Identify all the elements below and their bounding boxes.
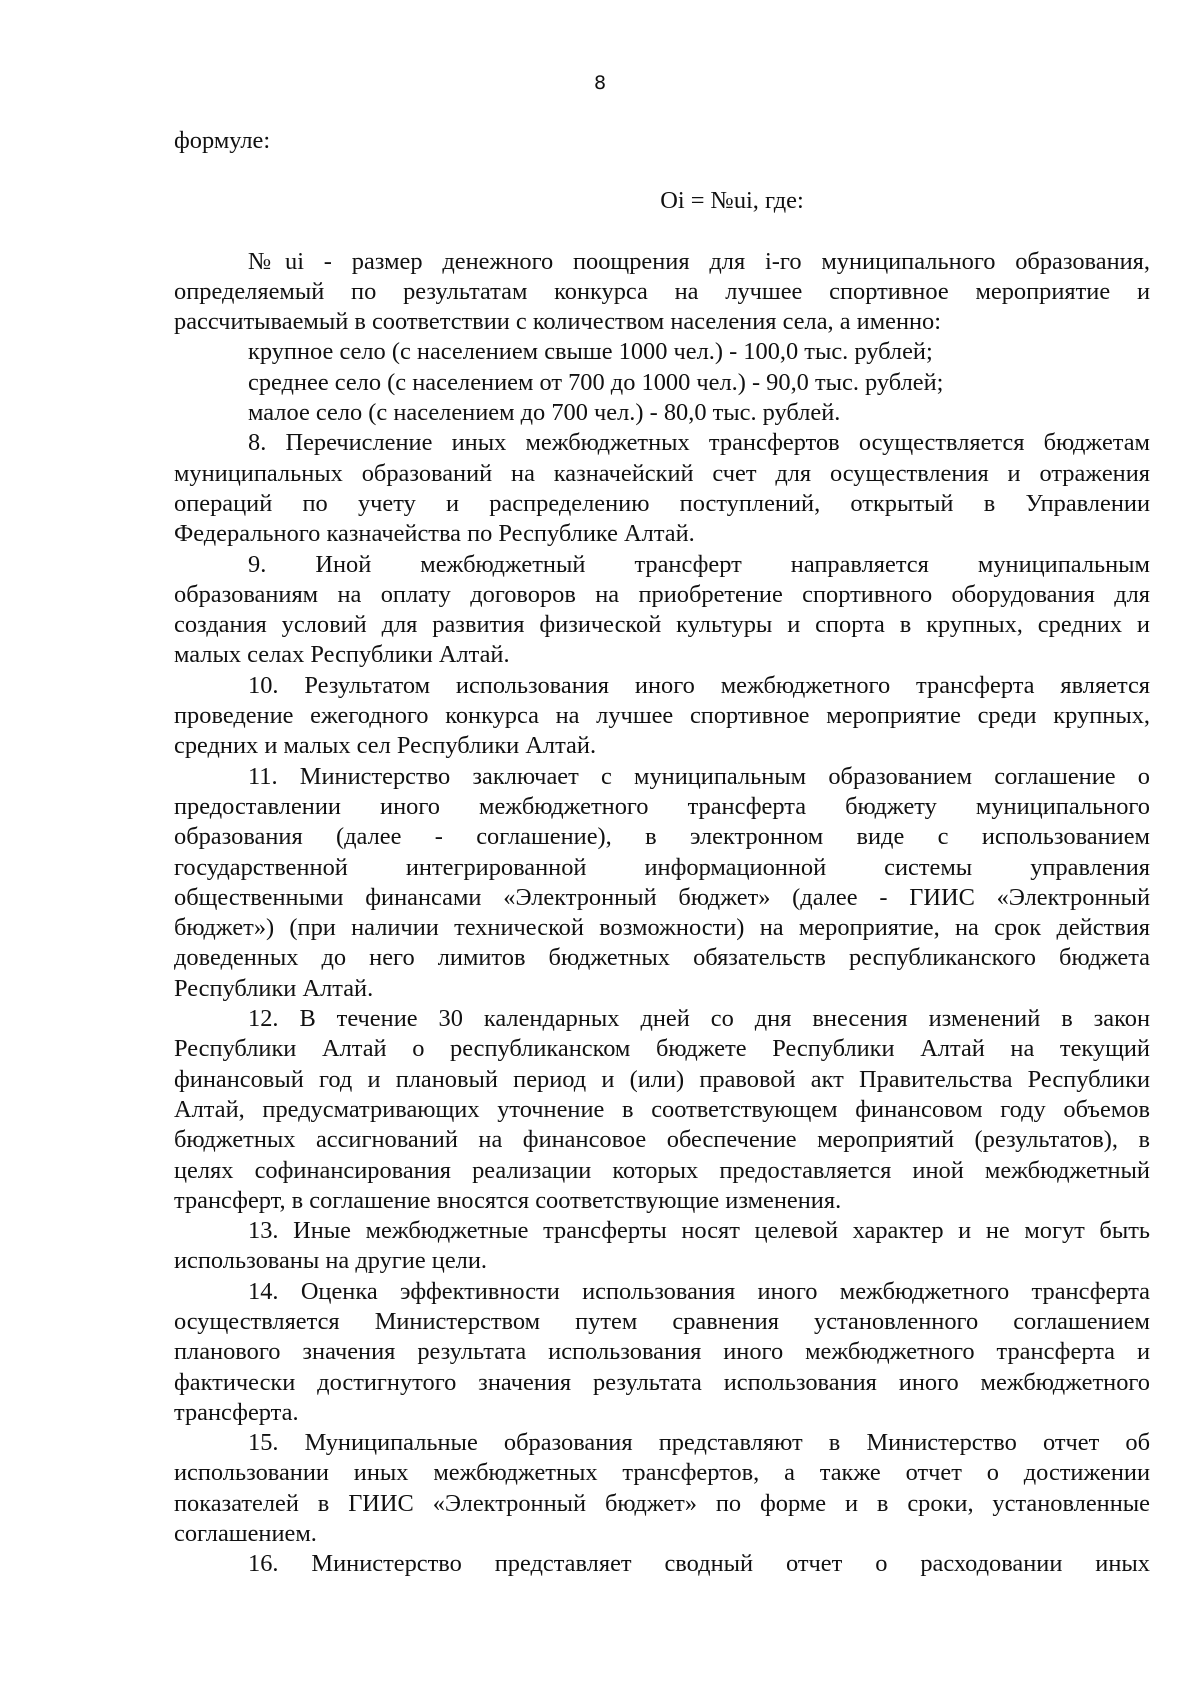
text-line: 13. Иные межбюджетные трансферты носят целевой характер и не могут быть xyxy=(248,1217,1150,1245)
text-line: соглашением. xyxy=(174,1520,317,1548)
text-line: предоставлении иного межбюджетного трансферта бюджету муниципального xyxy=(174,792,1150,820)
text-line: 10. Результатом использования иного межбюджетного трансферта является xyxy=(248,671,1150,699)
text-line: 12. В течение 30 календарных дней со дня внесения изменений в закон xyxy=(248,1005,1150,1033)
text-line: операций по учету и распределению поступлений, открытый в Управлении xyxy=(174,489,1150,517)
text-line: 9. Иной межбюджетный трансферт направляется муниципальным xyxy=(248,550,1150,578)
text-line: 16. Министерство представляет сводный отчет о расходовании иных xyxy=(248,1550,1150,1578)
text-line: среднее село (с населением от 700 до 1000 чел.) - 90,0 тыс. рублей; xyxy=(248,368,944,396)
text-line: общественными финансами «Электронный бюджет» (далее - ГИИС «Электронный xyxy=(174,883,1150,911)
text-line: №ui - размер денежного поощрения для i-го муниципального образования, xyxy=(248,247,1150,275)
paragraph-lines xyxy=(174,247,1150,1580)
text-line: муниципальных образований на казначейский счет для осуществления и отражения xyxy=(174,459,1150,487)
text-line: трансферта. xyxy=(174,1398,299,1426)
text-line: целях софинансирования реализации которых предоставляется иной межбюджетный xyxy=(174,1156,1150,1184)
text-line: малое село (с населением до 700 чел.) - 80,0 тыс. рублей. xyxy=(248,399,841,427)
text-line: бюджет») (при наличии технической возможности) на мероприятие, на срок действия xyxy=(174,914,1150,942)
text-line: 11. Министерство заключает с муниципальным образованием соглашение о xyxy=(248,762,1150,790)
text-line: использованы на другие цели. xyxy=(174,1247,487,1275)
text-line: рассчитываемый в соответствии с количеством населения села, а именно: xyxy=(174,308,942,336)
text-line: использовании иных межбюджетных трансфертов, а также отчет о достижении xyxy=(174,1459,1150,1487)
text-line: 15. Муниципальные образования представляют в Министерство отчет об xyxy=(248,1429,1150,1457)
text-line: Республики Алтай. xyxy=(174,974,374,1002)
formula: Oi = №ui, где: xyxy=(660,187,804,215)
text-line: проведение ежегодного конкурса на лучшее спортивное мероприятие среди крупных, xyxy=(174,702,1150,730)
text-line: бюджетных ассигнований на финансовое обеспечение мероприятий (результатов), в xyxy=(174,1126,1150,1154)
text-line: государственной интегрированной информационной системы управления xyxy=(174,853,1150,881)
text-line: трансферт, в соглашение вносятся соответствующие изменения. xyxy=(174,1186,842,1214)
text-line: фактически достигнутого значения результата использования иного межбюджетного xyxy=(174,1368,1150,1396)
text-line: планового значения результата использования иного межбюджетного трансферта и xyxy=(174,1338,1150,1366)
page-number: 8 xyxy=(593,72,607,94)
text-line: показателей в ГИИС «Электронный бюджет» по форме и в сроки, установленные xyxy=(174,1489,1150,1517)
text-line: средних и малых сел Республики Алтай. xyxy=(174,732,597,760)
text-line: Федерального казначейства по Республике Алтай. xyxy=(174,520,695,548)
text-line: создания условий для развития физической культуры и спорта в крупных, средних и xyxy=(174,611,1150,639)
text-line: доведенных до него лимитов бюджетных обязательств республиканского бюджета xyxy=(174,944,1150,972)
text-line: 8. Перечисление иных межбюджетных трансфертов осуществляется бюджетам xyxy=(248,429,1150,457)
text-line: определяемый по результатам конкурса на лучшее спортивное мероприятие и xyxy=(174,277,1150,305)
text-line: 14. Оценка эффективности использования иного межбюджетного трансферта xyxy=(248,1277,1150,1305)
text-line: крупное село (с населением свыше 1000 чел.) - 100,0 тыс. рублей; xyxy=(248,338,933,366)
text-line: образования (далее - соглашение), в электронном виде с использованием xyxy=(174,823,1150,851)
text-line: Алтай, предусматривающих уточнение в соответствующем финансовом году объемов xyxy=(174,1095,1150,1123)
opening-fragment: формуле: xyxy=(174,127,271,154)
text-line: финансовый год и плановый период и (или) правовой акт Правительства Республики xyxy=(174,1065,1150,1093)
document-body xyxy=(174,126,1150,1580)
text-line: малых селах Республики Алтай. xyxy=(174,641,510,669)
text-line: осуществляется Министерством путем сравнения установленного соглашением xyxy=(174,1307,1150,1335)
text-line: образованиям на оплату договоров на приобретение спортивного оборудования для xyxy=(174,580,1150,608)
text-line: Республики Алтай о республиканском бюджете Республики Алтай на текущий xyxy=(174,1035,1150,1063)
